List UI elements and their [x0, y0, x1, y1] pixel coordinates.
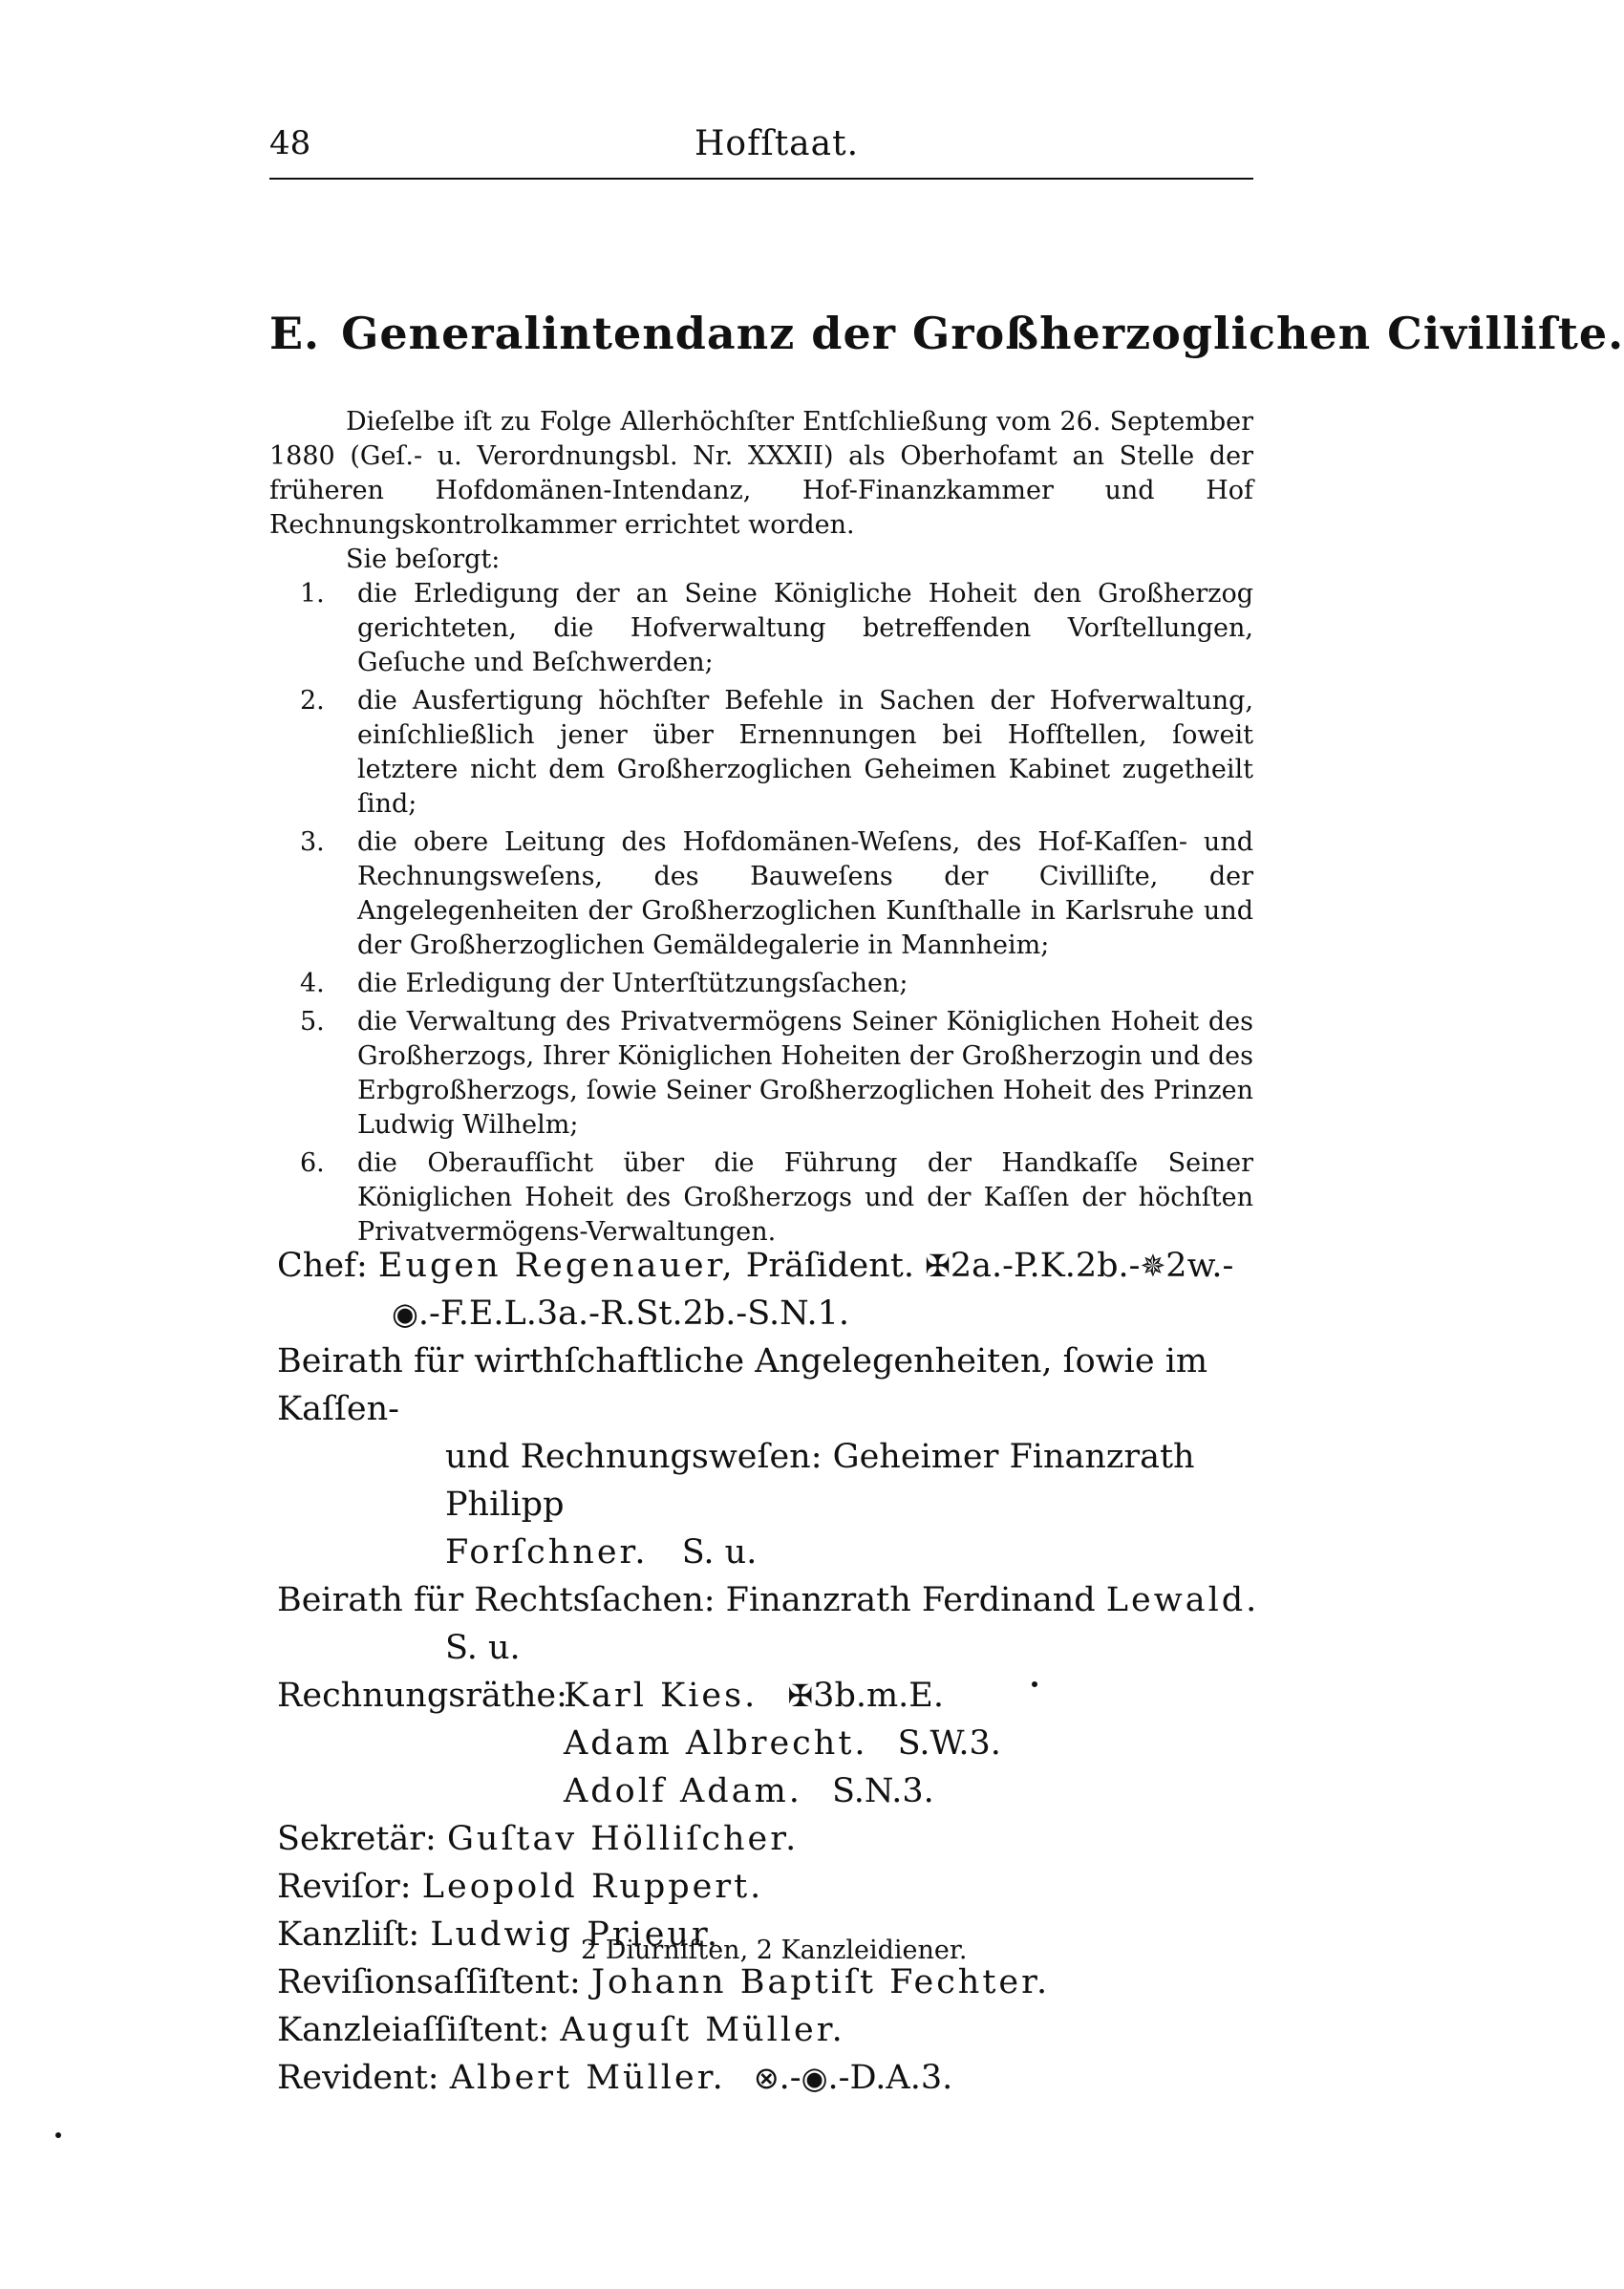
list-item-number: 5.	[300, 1007, 325, 1037]
staff-orders: 3b.m.E.	[813, 1677, 944, 1715]
list-item-number: 2.	[300, 686, 325, 716]
section-letter: E.	[269, 308, 321, 359]
staff-label: Reviſor:	[277, 1868, 412, 1906]
intro-text	[269, 405, 1253, 577]
staff-entry-chef	[277, 1242, 1261, 1337]
footnote: 2 Diurniſten, 2 Kanzleidiener.	[581, 1936, 968, 1965]
staff-label-continued: und Rechnungsweſen: Geheimer Finanzrath Philipp	[445, 1438, 1195, 1524]
list-item	[269, 1146, 1253, 1250]
order-star-icon: ✵	[1140, 1248, 1166, 1284]
staff-name: Lewald.	[1105, 1581, 1260, 1619]
staff-label: Beirath für wirthſchaftliche Angelegenheiten, ſowie im Kaſſen-	[277, 1342, 1208, 1428]
staff-entry-sekretaer	[277, 1815, 1261, 1863]
staff-entry-rechnungsraethe	[277, 1672, 1261, 1815]
staff-label: Beirath für Rechtsſachen: Finanzrath Ferdinand	[277, 1581, 1096, 1619]
staff-name: Auguſt Müller.	[560, 2011, 845, 2049]
list-item-number: 1.	[300, 579, 325, 609]
intro-lead: Sie beſorgt:	[346, 545, 501, 574]
list-item	[269, 684, 1253, 822]
staff-orders: S.N.3.	[832, 1772, 934, 1810]
running-title: Hofſtaat.	[694, 124, 860, 163]
staff-label: Sekretär:	[277, 1820, 437, 1858]
staff-orders: S.W.3.	[897, 1724, 1001, 1763]
staff-label: Revident:	[277, 2059, 439, 2097]
duties-list	[269, 577, 1253, 1253]
list-item	[269, 577, 1253, 680]
staff-name: Karl Kies.	[564, 1677, 759, 1715]
staff-label: Chef:	[277, 1247, 368, 1285]
staff-entry-revisor	[277, 1863, 1261, 1911]
order-cross-icon: ✠	[925, 1248, 951, 1284]
staff-name: Eugen Regenauer,	[377, 1247, 736, 1285]
order-separator: .-	[779, 2059, 801, 2097]
staff-label: Rechnungsräthe:	[277, 1677, 567, 1715]
print-speck	[1032, 1681, 1037, 1687]
staff-listing	[277, 1242, 1261, 2102]
list-item	[269, 967, 1253, 1001]
list-item-text: die Erledigung der an Seine Königliche Hoheit den Großherzog gerichteten, die Hofverwaltung betreffenden Vorſtellungen, Geſuche und Beſchwerden;	[357, 579, 1253, 677]
staff-reference: S. u.	[445, 1629, 521, 1667]
staff-name: Adam Albrecht.	[564, 1724, 868, 1763]
order-medal-icon: ◉	[392, 1295, 418, 1332]
staff-name: Guſtav Hölliſcher.	[446, 1820, 800, 1858]
staff-name: Johann Baptiſt Fechter.	[591, 1963, 1051, 2001]
order-medal-icon: ◉	[801, 2060, 828, 2096]
staff-orders: 2a.-P.K.2b.-	[950, 1247, 1141, 1285]
list-item-text: die Verwaltung des Privatvermögens Seiner Königlichen Hoheit des Großherzogs, Ihrer Königlichen Hoheiten der Großherzogin und des Erbgroßherzogs, ſowie Seiner Großherzoglichen Hoheit des Prinzen Ludwig Wilhelm;	[357, 1007, 1253, 1140]
list-item	[269, 1005, 1253, 1143]
page-number: 48	[269, 124, 311, 162]
order-crossed-circle-icon: ⊗	[753, 2060, 780, 2096]
order-cross-icon: ✠	[787, 1678, 814, 1714]
staff-orders: 2w.-	[1165, 1247, 1234, 1285]
staff-label: Reviſionsaſſiſtent:	[277, 1963, 581, 2001]
list-item-number: 3.	[300, 827, 325, 857]
staff-name: Adolf Adam.	[564, 1772, 802, 1810]
staff-orders: .-D.A.3.	[827, 2059, 953, 2097]
staff-orders: .-F.E.L.3a.-R.St.2b.-S.N.1.	[417, 1294, 849, 1333]
list-item-number: 4.	[300, 969, 325, 998]
staff-name: Forſchner.	[445, 1533, 649, 1572]
staff-label: Kanzleiaſſiſtent:	[277, 2011, 550, 2049]
list-item-text: die Oberaufſicht über die Führung der Handkaſſe Seiner Königlichen Hoheit des Großherzogs und der Kaſſen der höchſten Privatvermögens-Verwaltungen.	[357, 1148, 1253, 1247]
staff-label: Kanzliſt:	[277, 1915, 420, 1954]
section-heading: Generalintendanz der Großherzoglichen Civilliſte.	[341, 308, 1624, 359]
staff-name: Ludwig Prieur.	[430, 1915, 720, 1954]
staff-entry-beirath-wirtschaft	[277, 1337, 1261, 1576]
staff-reference: S. u.	[681, 1533, 758, 1572]
list-item-number: 6.	[300, 1148, 325, 1178]
staff-title: Präſident.	[745, 1247, 914, 1285]
list-item-text: die obere Leitung des Hofdomänen-Weſens, des Hof-Kaſſen- und Rechnungsweſens, des Bauweſens der Civilliſte, der Angelegenheiten der Großherzoglichen Kunſthalle in Karlsruhe und der Großherzoglichen Gemäldegalerie in Mannheim;	[357, 827, 1253, 960]
staff-entry-beirath-recht	[277, 1576, 1261, 1672]
staff-name: Leopold Ruppert.	[421, 1868, 764, 1906]
list-item	[269, 825, 1253, 963]
staff-entry-revident	[277, 2054, 1261, 2102]
page-header	[269, 124, 1253, 180]
intro-paragraph: Dieſelbe iſt zu Folge Allerhöchſter Entſchließung vom 26. September 1880 (Geſ.- u. Verordnungsbl. Nr. XXXII) als Oberhofamt an Stelle der früheren Hofdomänen-Intendanz, Hof-Finanzkammer und Hof Rechnungskontrolkammer errichtet worden.	[269, 407, 1253, 540]
list-item-text: die Ausfertigung höchſter Befehle in Sachen der Hofverwaltung, einſchließlich jener über Ernennungen bei Hofſtellen, ſoweit letztere nicht dem Großherzoglichen Geheimen Kabinet zugetheilt ſind;	[357, 686, 1253, 819]
staff-entry-kanzleiassistent	[277, 2006, 1261, 2054]
staff-entry-revisionsassistent	[277, 1958, 1261, 2006]
section-title	[269, 308, 1624, 359]
list-item-text: die Erledigung der Unterſtützungsſachen;	[357, 969, 908, 998]
print-speck	[55, 2132, 61, 2138]
staff-name: Albert Müller.	[449, 2059, 726, 2097]
